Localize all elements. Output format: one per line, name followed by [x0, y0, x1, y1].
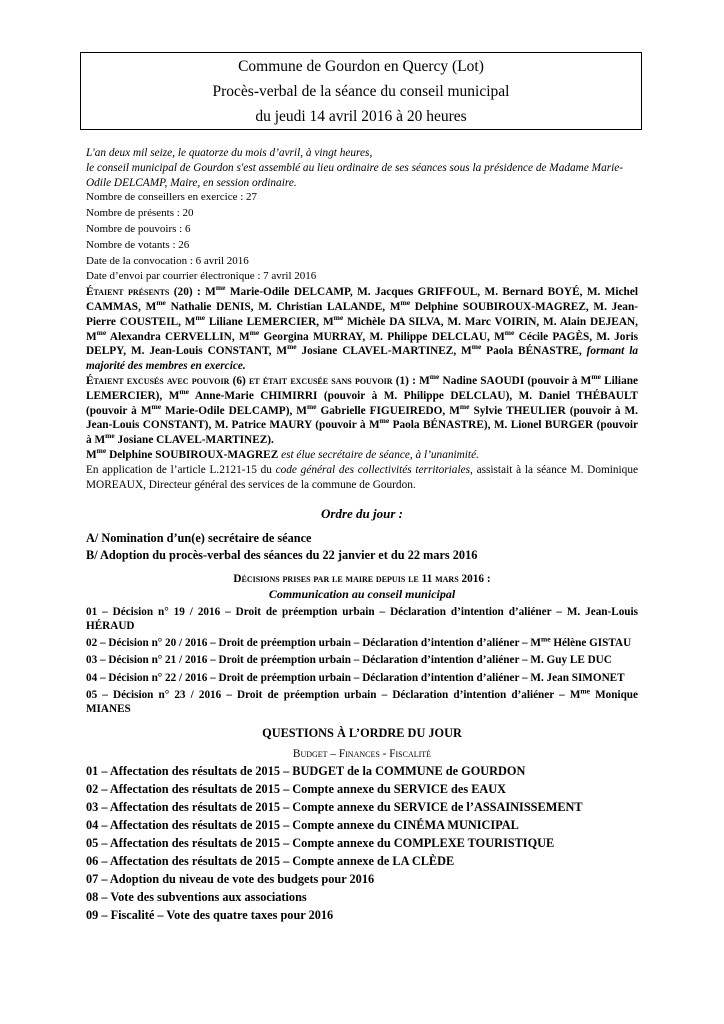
presents-text: $M^{me}$ Marie-Odile DELCAMP, M. Jacques GRIFFOUL, M. Bernard BOYÉ, M. Michel CAMMAS, $M^{me}$ Nathalie DENIS, M. Christian LALANDE, $M^{me}$ Delphine SOUBIROUX-MAGREZ, M. Jean-Pierre COUSTEIL, $M^{me}$ Liliane LEMERCIER, $M^{me}$ Michèle DA SILVA, M. Marc VOIRIN, M. Alain DEJEAN, $M^{me}$ Alexandra CERVELLIN, $M^{me}$ Georgina MURRAY, M. Philippe DELCLAU, $M^{me}$ Cécile PAGÈS, M. Joris DELPY, M. Jean-Louis CONSTANT, $M^{me}$ Josiane CLAVEL-MARTINEZ, $M^{me}$ Paola BÉNASTRE,	[86, 283, 639, 358]
title-box	[80, 52, 642, 130]
excuses-label-1: Étaient excusés avec pouvoir	[86, 374, 230, 387]
decision-item: 05 – Décision n° 23 / 2016 – Droit de préemption urbain – Déclaration d’intention d’aliéner – $M^{me}$ Monique MIANES	[86, 686, 638, 715]
decision-item: 03 – Décision n° 21 / 2016 – Droit de préemption urbain – Déclaration d’intention d’aliéner – M. Guy LE DUC	[86, 654, 612, 667]
question-item: 04 – Affectation des résultats de 2015 – Compte annexe du CINÉMA MUNICIPAL	[86, 817, 519, 832]
decisions-heading: Décisions prises par le maire depuis le 11 mars 2016 :	[233, 573, 491, 586]
secretaire-name: $M^{me}$ Delphine SOUBIROUX-MAGREZ	[86, 446, 279, 461]
question-item: 06 – Affectation des résultats de 2015 – Compte annexe de LA CLÈDE	[86, 853, 455, 868]
stat-votants: Nombre de votants : 26	[86, 238, 190, 251]
intro-line-1: L'an deux mil seize, le quatorze du mois d’avril, à vingt heures,	[86, 147, 373, 159]
secretaire-paragraph	[86, 448, 638, 463]
question-item: 02 – Affectation des résultats de 2015 – Compte annexe du SERVICE des EAUX	[86, 781, 507, 796]
intro-line-2: le conseil municipal de Gourdon s'est assemblé au lieu ordinaire de ses séances sous la présidence de Madame Marie-Odile DELCAMP, Maire, en session ordinaire.	[86, 161, 624, 189]
excuses-text: $M^{me}$ Nadine SAOUDI (pouvoir à $M^{me}$ Liliane LEMERCIER), $M^{me}$ Anne-Marie CHIMIRRI (pouvoir à M. Philippe DELCLAU), M. Daniel THÉBAULT (pouvoir à $M^{me}$ Marie-Odile DELCAMP), $M^{me}$ Gabrielle FIGUEIREDO, $M^{me}$ Sylvie THEULIER (pouvoir à M. Jean-Louis CONSTANT), M. Patrice MAURY (pouvoir à $M^{me}$ Paola BÉNASTRE), M. Lionel BURGER (pouvoir à $M^{me}$ Josiane CLAVEL-MARTINEZ).	[86, 372, 639, 447]
agenda-item-b: B/ Adoption du procès-verbal des séances du 22 janvier et du 22 mars 2016	[86, 548, 478, 563]
question-item: 09 – Fiscalité – Vote des quatre taxes pour 2016	[86, 907, 334, 922]
application-code: code général des collectivités territoriales	[275, 463, 471, 476]
stat-convocation: Date de la convocation : 6 avril 2016	[86, 254, 249, 267]
decision-item: 04 – Décision n° 22 / 2016 – Droit de préemption urbain – Déclaration d’intention d’aliéner – M. Jean SIMONET	[86, 671, 625, 684]
agenda-item-a: A/ Nomination d’un(e) secrétaire de séance	[86, 531, 312, 546]
title-proces-verbal: Procès-verbal de la séance du conseil municipal	[212, 83, 510, 100]
excuses-count-1: (6)	[232, 374, 246, 387]
question-item: 05 – Affectation des résultats de 2015 – Compte annexe du COMPLEXE TOURISTIQUE	[86, 835, 555, 850]
stat-presents: Nombre de présents : 20	[86, 207, 194, 220]
excuses-label-2: et était excusée sans pouvoir	[248, 374, 393, 387]
question-item: 07 – Adoption du niveau de vote des budgets pour 2016	[86, 871, 375, 886]
application-post: , assistait à la séance M. Dominique MOREAUX, Directeur général des services de la commune de Gourdon.	[86, 463, 638, 491]
excuses-paragraph	[86, 374, 638, 448]
section-budget-finances: Budget – Finances - Fiscalité	[292, 747, 432, 760]
document-body	[86, 146, 638, 924]
title-date: du jeudi 14 avril 2016 à 20 heures	[255, 108, 467, 125]
question-item: 01 – Affectation des résultats de 2015 – BUDGET de la COMMUNE de GOURDON	[86, 763, 526, 778]
decision-item: 01 – Décision n° 19 / 2016 – Droit de préemption urbain – Déclaration d’intention d’aliéner – M. Jean-Louis HÉRAUD	[86, 605, 638, 632]
question-item: 03 – Affectation des résultats de 2015 – Compte annexe du SERVICE de l’ASSAINISSEMENT	[86, 799, 583, 814]
presents-tail: formant la majorité des membres en exercice.	[86, 345, 638, 373]
application-paragraph	[86, 463, 638, 493]
excuses-count-2: (1) :	[395, 374, 416, 387]
secretaire-rest: est élue secrétaire de séance, à l’unanimité.	[281, 448, 479, 461]
ordre-du-jour-heading: Ordre du jour :	[321, 506, 403, 522]
application-pre: En application de l’article L.2121-15 du	[86, 463, 272, 476]
stat-pouvoirs: Nombre de pouvoirs : 6	[86, 222, 191, 235]
communication-heading: Communication au conseil municipal	[268, 586, 456, 601]
question-item: 08 – Vote des subventions aux associations	[86, 889, 307, 904]
stat-envoi: Date d’envoi par courrier électronique : 7 avril 2016	[86, 270, 317, 283]
presents-paragraph	[86, 285, 638, 374]
title-commune: Commune de Gourdon en Quercy (Lot)	[238, 58, 484, 75]
presents-count: (20) :	[173, 286, 201, 299]
decision-item: 02 – Décision n° 20 / 2016 – Droit de préemption urbain – Déclaration d’intention d’aliéner – $M^{me}$ Hélène GISTAU	[86, 634, 632, 650]
questions-heading: QUESTIONS À L’ORDRE DU JOUR	[262, 726, 462, 741]
stat-conseillers: Nombre de conseillers en exercice : 27	[86, 191, 258, 204]
presents-label: Étaient présents	[86, 286, 170, 299]
